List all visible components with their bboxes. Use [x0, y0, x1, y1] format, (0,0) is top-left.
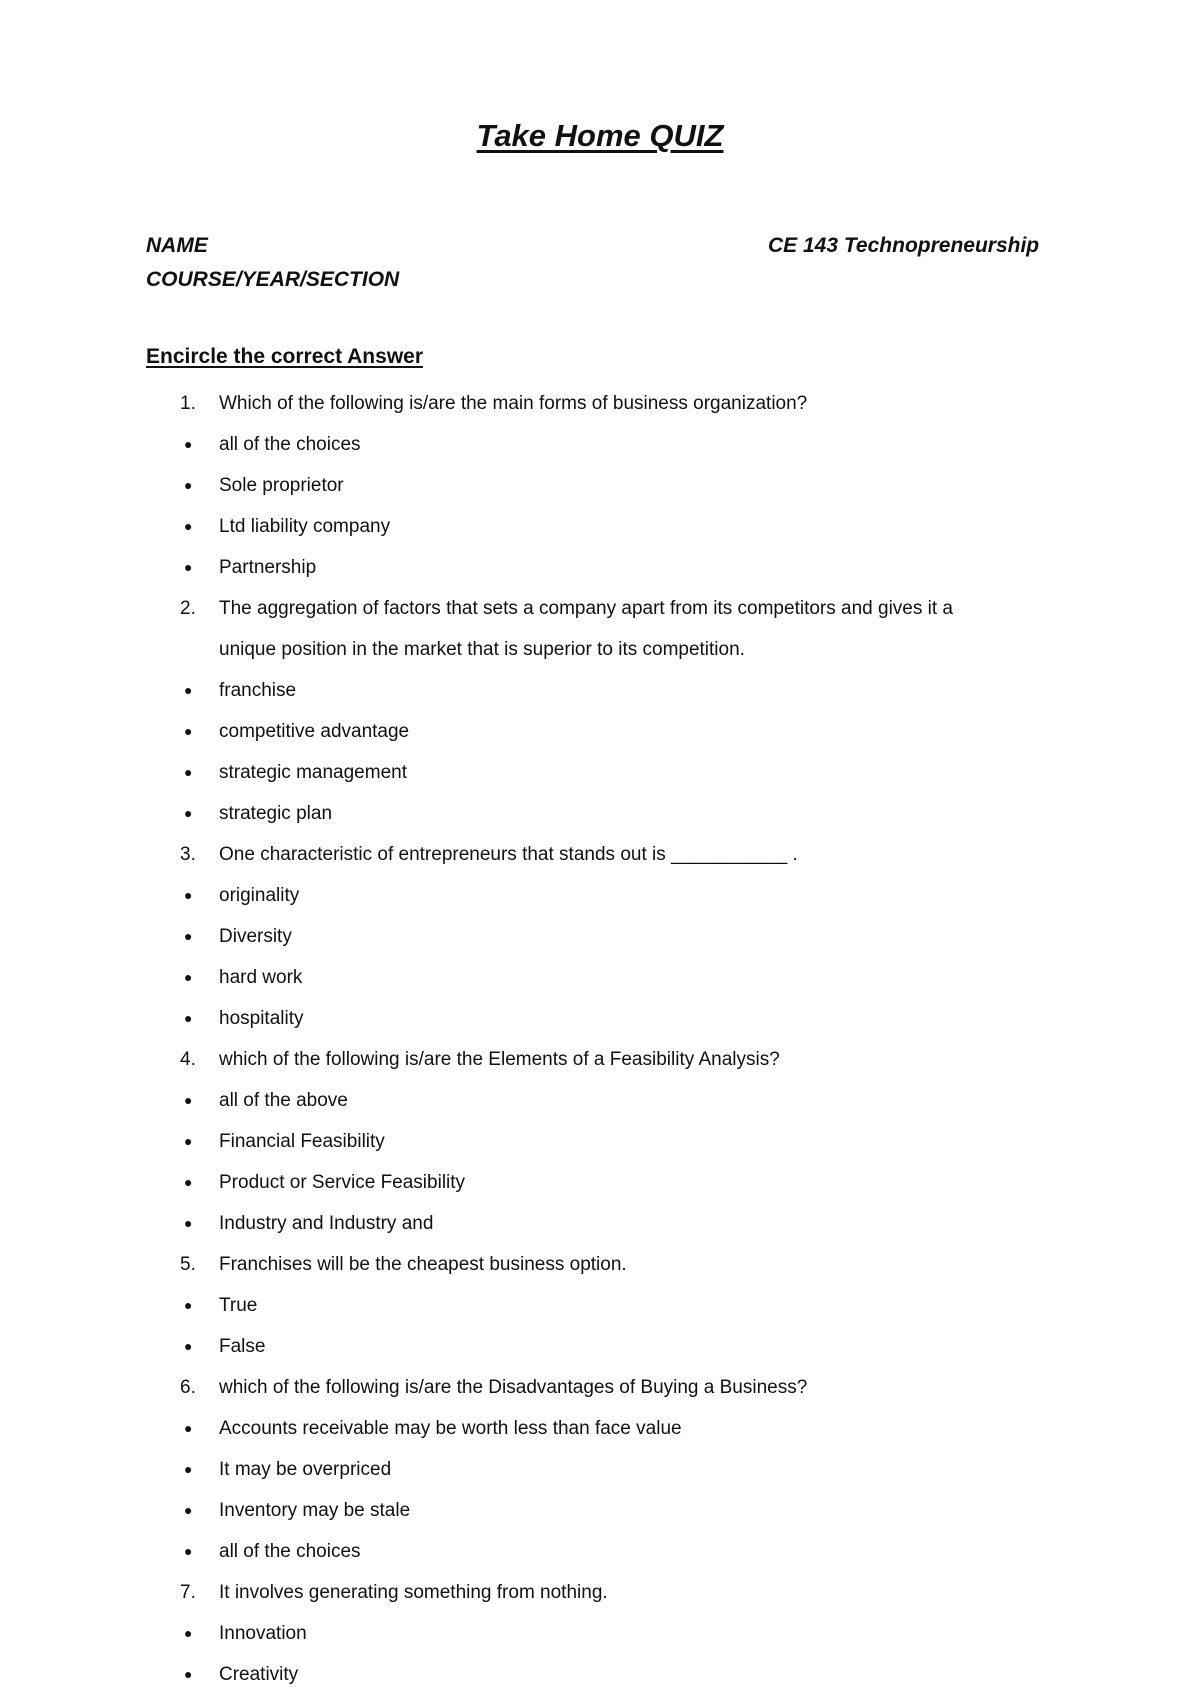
choice-text: originality — [219, 885, 300, 906]
bullet-icon: ● — [184, 436, 193, 452]
question-number: 1. — [180, 393, 196, 414]
bullet-icon: ● — [184, 1625, 193, 1641]
name-label: NAME — [146, 234, 208, 257]
bullet-icon: ● — [184, 1297, 193, 1313]
bullet-icon: ● — [184, 1133, 193, 1149]
bullet-icon: ● — [184, 1502, 193, 1518]
choice-text: True — [219, 1295, 258, 1316]
question-number: 5. — [180, 1254, 196, 1275]
question-text: It involves generating something from nothing. — [219, 1582, 608, 1603]
bullet-icon: ● — [184, 559, 193, 575]
bullet-icon: ● — [184, 477, 193, 493]
choice-text: Inventory may be stale — [219, 1500, 411, 1521]
choice-text: competitive advantage — [219, 721, 410, 742]
bullet-icon: ● — [184, 805, 193, 821]
question-number: 3. — [180, 844, 196, 865]
choice-text: Sole proprietor — [219, 475, 344, 496]
choice-text: Ltd liability company — [219, 516, 391, 537]
bullet-icon: ● — [184, 928, 193, 944]
bullet-icon: ● — [184, 1338, 193, 1354]
instruction-heading: Encircle the correct Answer — [146, 345, 423, 368]
course-year-section-label: COURSE/YEAR/SECTION — [146, 268, 400, 291]
choice-text: hospitality — [219, 1008, 304, 1029]
question-text: The aggregation of factors that sets a company apart from its competitors and gives it a — [219, 598, 953, 619]
bullet-icon: ● — [184, 518, 193, 534]
bullet-icon: ● — [184, 682, 193, 698]
question-text: which of the following is/are the Disadvantages of Buying a Business? — [219, 1377, 808, 1398]
choice-text: False — [219, 1336, 266, 1357]
choice-text: Product or Service Feasibility — [219, 1172, 466, 1193]
question-number: 7. — [180, 1582, 196, 1603]
bullet-icon: ● — [184, 1543, 193, 1559]
choice-text: all of the choices — [219, 1541, 361, 1562]
bullet-icon: ● — [184, 1461, 193, 1477]
course-code: CE 143 Technopreneurship — [768, 234, 1040, 257]
question-text: which of the following is/are the Elements of a Feasibility Analysis? — [219, 1049, 780, 1070]
bullet-icon: ● — [184, 1666, 193, 1682]
bullet-icon: ● — [184, 887, 193, 903]
bullet-icon: ● — [184, 1010, 193, 1026]
choice-text: Industry and Industry and — [219, 1213, 434, 1234]
bullet-icon: ● — [184, 1215, 193, 1231]
question-number: 2. — [180, 598, 196, 619]
question-number: 6. — [180, 1377, 196, 1398]
bullet-icon: ● — [184, 1174, 193, 1190]
choice-text: strategic management — [219, 762, 407, 783]
choice-text: Innovation — [219, 1623, 307, 1644]
bullet-icon: ● — [184, 1092, 193, 1108]
bullet-icon: ● — [184, 723, 193, 739]
question-text: One characteristic of entrepreneurs that stands out is ___________ . — [219, 844, 798, 865]
choice-text: Diversity — [219, 926, 292, 947]
bullet-icon: ● — [184, 1420, 193, 1436]
choice-text: hard work — [219, 967, 303, 988]
choice-text: Accounts receivable may be worth less than face value — [219, 1418, 682, 1439]
choice-text: franchise — [219, 680, 297, 701]
page-title: Take Home QUIZ — [476, 118, 724, 153]
choice-text: It may be overpriced — [219, 1459, 392, 1480]
question-text: Franchises will be the cheapest business option. — [219, 1254, 627, 1275]
bullet-icon: ● — [184, 969, 193, 985]
choice-text: all of the choices — [219, 434, 361, 455]
question-text: Which of the following is/are the main forms of business organization? — [219, 393, 808, 414]
choice-text: Creativity — [219, 1664, 299, 1685]
choice-text: Financial Feasibility — [219, 1131, 385, 1152]
choice-text: Partnership — [219, 557, 317, 578]
bullet-icon: ● — [184, 764, 193, 780]
question-number: 4. — [180, 1049, 196, 1070]
choice-text: strategic plan — [219, 803, 333, 824]
question-text: unique position in the market that is superior to its competition. — [219, 639, 745, 660]
choice-text: all of the above — [219, 1090, 348, 1111]
